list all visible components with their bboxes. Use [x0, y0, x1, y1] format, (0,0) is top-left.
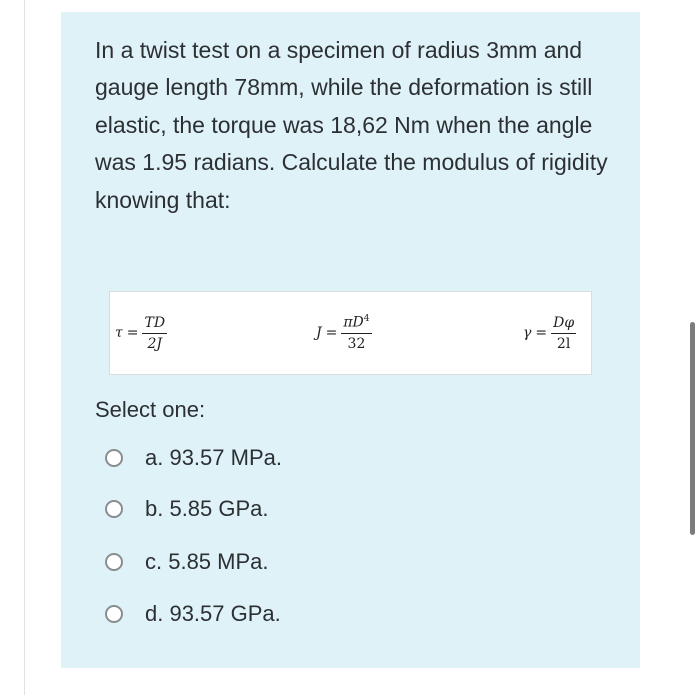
question-card: [61, 12, 640, 668]
formula-shear-stress: [115, 292, 167, 374]
formula-denominator: 2J: [147, 335, 163, 352]
left-divider: [24, 0, 25, 695]
radio-button[interactable]: [105, 500, 123, 518]
formula-box: [109, 291, 592, 375]
formula-denominator: 32: [347, 335, 366, 352]
option-label: a. 93.57 MPa.: [145, 445, 282, 470]
formula-numerator: [341, 315, 371, 334]
scrollbar-thumb[interactable]: [690, 322, 695, 535]
formula-numerator: TD: [142, 316, 167, 334]
radio-button[interactable]: [105, 553, 123, 571]
formula-equals: =: [325, 325, 338, 341]
formula-fraction: [142, 316, 167, 351]
answer-option-c[interactable]: [105, 549, 269, 575]
formula-lhs: γ: [523, 325, 532, 341]
select-one-label: Select one:: [95, 397, 206, 422]
formula-lhs: J: [316, 325, 322, 341]
formula-lhs: τ: [115, 325, 123, 341]
answer-option-d[interactable]: [105, 601, 281, 627]
radio-button[interactable]: [105, 449, 123, 467]
formula-fraction: [341, 315, 371, 351]
option-label: b. 5.85 GPa.: [145, 496, 269, 521]
formula-equals: =: [535, 325, 548, 341]
formula-denominator: 2l: [556, 335, 571, 352]
formula-shear-strain: [523, 292, 576, 374]
formula-fraction: [551, 316, 576, 351]
option-label: c. 5.85 MPa.: [145, 549, 269, 574]
radio-button[interactable]: [105, 605, 123, 623]
formula-equals: =: [126, 325, 139, 341]
answer-option-b[interactable]: [105, 496, 269, 522]
formula-numerator: Dφ: [551, 316, 576, 334]
formula-exponent: 4: [363, 314, 370, 325]
answer-option-a[interactable]: [105, 445, 282, 471]
option-label: d. 93.57 GPa.: [145, 601, 281, 626]
formula-numerator-base: πD: [343, 314, 364, 331]
formula-polar-moment: [316, 292, 372, 374]
question-text: In a twist test on a specimen of radius 3mm and gauge length 78mm, while the deformation is still elastic, the torque was 18,62 Nm when the angle was 1.95 radians. Calculate the modulus of rigidity knowing that:: [95, 37, 608, 213]
